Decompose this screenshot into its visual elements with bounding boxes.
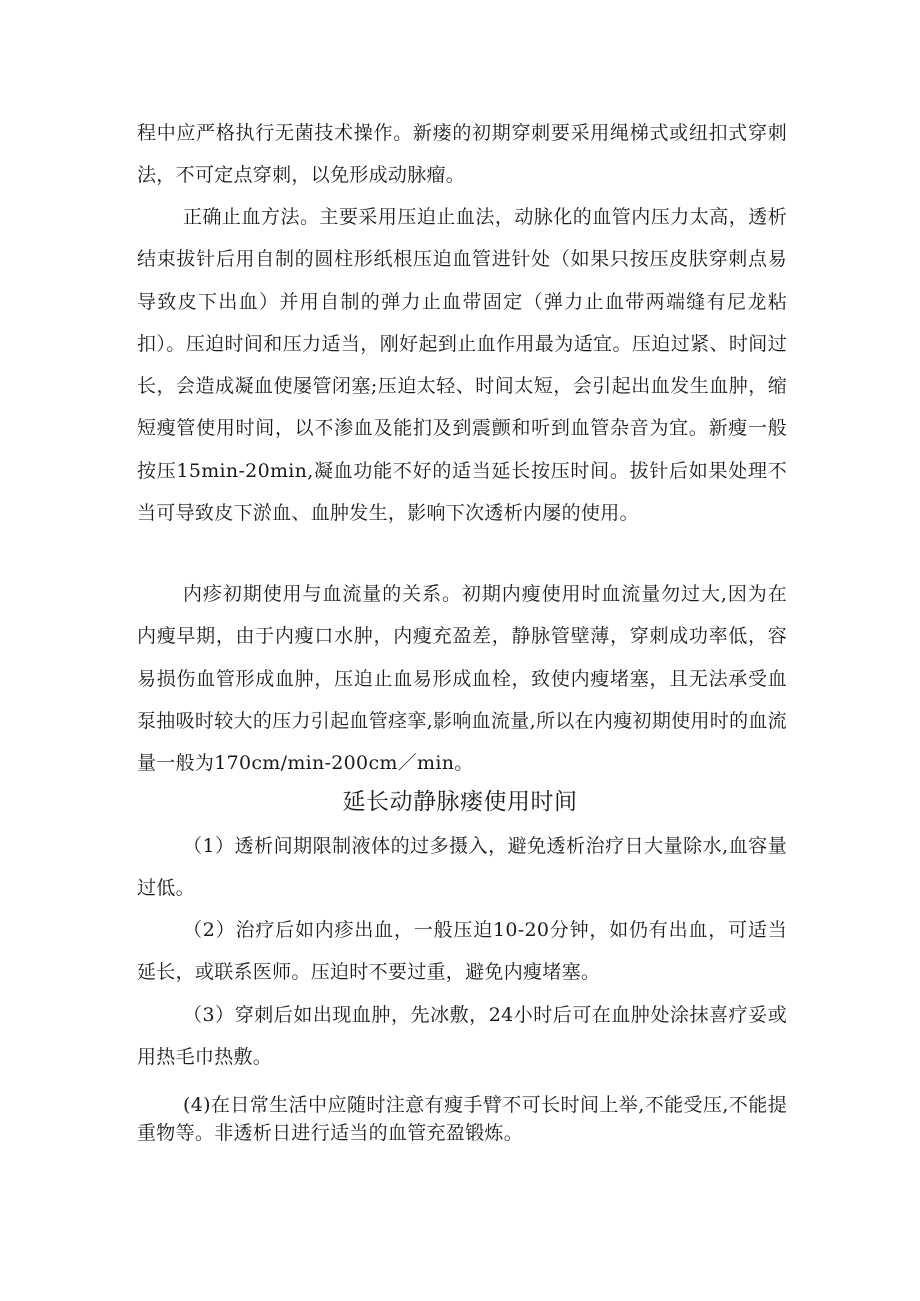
list-item-4: (4)在日常生活中应随时注意有瘦手臂不可长时间上举,不能受压,不能提重物等。非透析日进行适当的血管充盈锻炼。 xyxy=(137,1094,787,1144)
paragraph-aseptic-puncture: 程中应严格执行无菌技术操作。新瘘的初期穿刺要采用绳梯式或纽扣式穿刺法，不可定点穿刺，以免形成动脉瘤。 xyxy=(137,122,787,187)
section-title: 延长动静脉瘘使用时间 xyxy=(342,789,578,815)
paragraph-blood-flow-relation: 内疹初期使用与血流量的关系。初期内瘦使用时血流量勿过大,因为在内瘦早期，由于内瘦口水肿，内瘦充盈差，静脉管壁薄，穿刺成功率低，容易损伤血管形成血肿，压迫止血易形成血栓，致使内瘦堵塞，且无法承受血泵抽吸时较大的压力引起血管痉挛,影响血流量,所以在内瘦初期使用时的血流量一般为170cm/min-200cm／min。 xyxy=(137,583,787,775)
list-item-1: （1）透析间期限制液体的过多摄入，避免透析治疗日大量除水,血容量过低。 xyxy=(137,835,787,899)
list-item-3: （3）穿刺后如出现血肿，先冰敷，24小时后可在血肿处涂抹喜疗妥或用热毛巾热敷。 xyxy=(137,1004,787,1068)
paragraph-hemostasis-method: 正确止血方法。主要采用压迫止血法，动脉化的血管内压力太高，透析结束拔针后用自制的圆柱形纸根压迫血管进针处（如果只按压皮肤穿刺点易导致皮下出血）并用自制的弹力止血带固定（弹力止血带两端缝有尼龙粘扣）。压迫时间和压力适当，刚好起到止血作用最为适宜。压迫过紧、时间过长，会造成凝血使屡管闭塞;压迫太轻、时间太短，会引起出血发生血肿，缩短瘦管使用时间，以不渗血及能扪及到震颤和听到血管杂音为宜。新瘦一般按压15min-20min,凝血功能不好的适当延长按压时间。拔针后如果处理不当可导致皮下淤血、血肿发生，影响下次透析内屡的使用。 xyxy=(137,206,787,525)
list-item-2: （2）治疗后如内疹出血，一般压迫10-20分钟，如仍有出血，可适当延长，或联系医师。压迫时不要过重，避免内瘦堵塞。 xyxy=(137,919,787,983)
